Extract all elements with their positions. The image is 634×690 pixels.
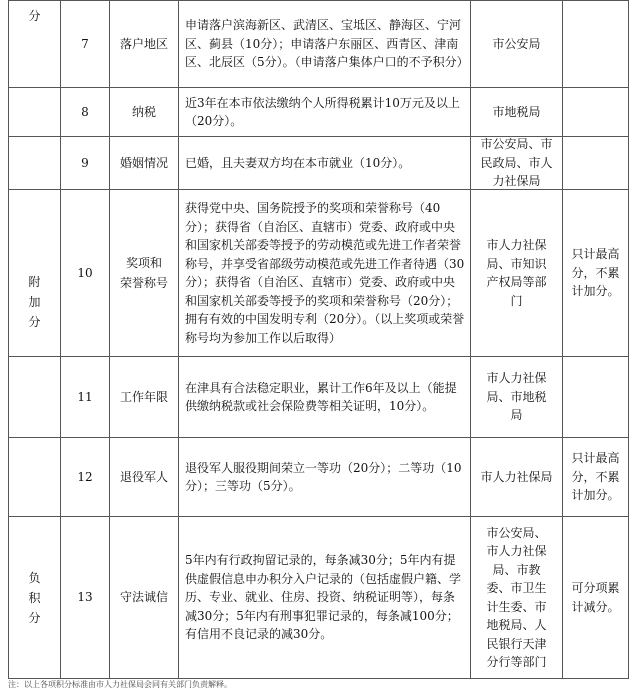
points-table <box>8 0 629 679</box>
note <box>563 88 628 136</box>
item-name: 工作年限 <box>119 389 168 404</box>
note <box>563 1 628 87</box>
row-number: 9 <box>81 155 89 170</box>
category-char: 附 <box>28 275 41 289</box>
department: 市人力社保局、市地税局 <box>486 371 547 423</box>
department: 市公安局、市民政局、市人力社保局 <box>480 137 553 189</box>
item-name: 退役军人 <box>119 469 168 484</box>
row-number: 7 <box>81 36 89 51</box>
row-number: 12 <box>77 469 93 484</box>
item-name: 落户地区 <box>119 36 168 51</box>
department: 市人力社保局、市知识产权局等部门 <box>486 238 547 308</box>
category-cell-penalty <box>9 517 60 678</box>
category-cell <box>9 1 60 87</box>
standard-text: 获得党中央、国务院授予的奖项和荣誉称号（40分）；获得省（自治区、直辖市）党委、政府或中央和国家机关部委等授予的劳动模范或先进工作者荣誉称号，并享受省部级劳动模范或先进工作者待遇（30分）；获得省（自治区、直辖市）党委、政府或中央和国家机关部委等授予的奖项和荣誉称号（20分）；拥有有效的中国发明专利（20分）。（以上奖项或荣誉称号均为参加工作以后取得） <box>185 201 465 345</box>
category-char: 积 <box>28 590 41 605</box>
category-text: 分 <box>28 9 41 23</box>
grid-line <box>628 0 629 679</box>
department: 市人力社保局 <box>480 469 553 484</box>
row-number: 13 <box>77 590 93 605</box>
standard-text: 申请落户滨海新区、武清区、宝坻区、静海区、宁河区、蓟县（10分）；申请落户东丽区、西青区、津南区、北辰区（5分）。（申请落户集体户口的不予积分） <box>185 18 469 70</box>
standard-text: 退役军人服役期间荣立一等功（20分）；二等功（10分）；三等功（5分）。 <box>185 460 462 493</box>
item-name-line: 荣誉称号 <box>119 276 168 290</box>
category-char: 加 <box>28 295 41 309</box>
standard-text: 已婚，且夫妻双方均在本市就业（10分）。 <box>185 155 411 170</box>
note <box>563 137 628 189</box>
category-cell-bonus <box>9 88 60 516</box>
category-char: 分 <box>28 610 41 625</box>
item-name <box>110 190 178 356</box>
row-number: 11 <box>77 389 93 404</box>
row-number: 8 <box>81 104 89 119</box>
note: 只计最高分，不累计加分。 <box>571 451 620 503</box>
department: 市公安局、市人力社保局、市教委、市卫生计生委、市地税局、人民银行天津分行等部门 <box>486 525 547 669</box>
standard-text: 近3年在本市依法缴纳个人所得税累计10万元及以上（20分）。 <box>185 95 460 128</box>
note <box>563 357 628 437</box>
item-name: 婚姻情况 <box>119 155 168 170</box>
department: 市地税局 <box>492 104 541 119</box>
standard-text: 5年内有行政拘留记录的，每条减30分；5年内有提供虚假信息申办积分入户记录的（包括虚假户籍、学历、专业、就业、住房、投资、纳税证明等），每条减30分；5年内有刑事犯罪记录的，每条减100分；有信用不良记录的减30分。 <box>185 553 462 642</box>
footer-note: 注：以上各项积分标准由市人力社保局会同有关部门负责解释。 <box>8 680 232 689</box>
category-char: 分 <box>28 315 41 329</box>
department: 市公安局 <box>492 36 541 51</box>
row-number: 10 <box>77 265 93 280</box>
note: 只计最高分，不累计加分。 <box>571 247 620 299</box>
item-name: 纳税 <box>131 104 156 119</box>
standard-text: 在津具有合法稳定职业，累计工作6年及以上（能提供缴纳税款或社会保险费等相关证明，10分）。 <box>185 380 457 413</box>
item-name: 守法诚信 <box>119 590 168 605</box>
note: 可分项累计减分。 <box>571 581 620 614</box>
item-name-line: 奖项和 <box>125 256 162 270</box>
category-char: 负 <box>28 570 41 585</box>
